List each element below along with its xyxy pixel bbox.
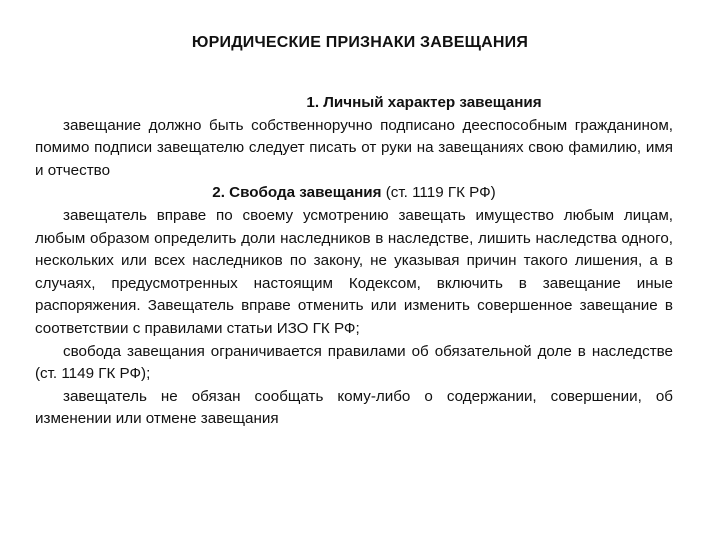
- section-2-heading-line: [35, 182, 673, 205]
- section-2-heading: 2. Свобода завещания: [212, 184, 382, 202]
- section-2-paragraph-1: завещатель вправе по своему усмотрению завещать имущество любым лицам, любым образом определить доли наследников в наследстве, лишить наследства одного, нескольких или всех наследников по закону, не указывая причин такого лишения, а в случаях, предусмотренных настоящим Кодексом, включить в завещание иные распоряжения. Завещатель вправе отменить или изменить совершенное завещание в соответствии с правилами статьи ИЗО ГК РФ;: [35, 206, 673, 337]
- slide-body: [35, 92, 673, 431]
- section-2-paragraph-3: завещатель не обязан сообщать кому-либо о содержании, совершении, об изменении или отмене завещания: [35, 387, 673, 428]
- section-1-text: завещание должно быть собственноручно подписано дееспособным гражданином, помимо подписи завещателю следует писать от руки на завещаниях свою фамилию, имя и отчество: [35, 116, 673, 179]
- page-title: ЮРИДИЧЕСКИЕ ПРИЗНАКИ ЗАВЕЩАНИЯ: [191, 34, 529, 51]
- section-1-heading: 1. Личный характер завещания: [306, 94, 542, 111]
- section-2-reference: (ст. 1119 ГК РФ): [385, 184, 496, 202]
- section-2-paragraph-2: свобода завещания ограничивается правилами об обязательной доле в наследстве (ст. 1149 ГК РФ);: [35, 342, 673, 383]
